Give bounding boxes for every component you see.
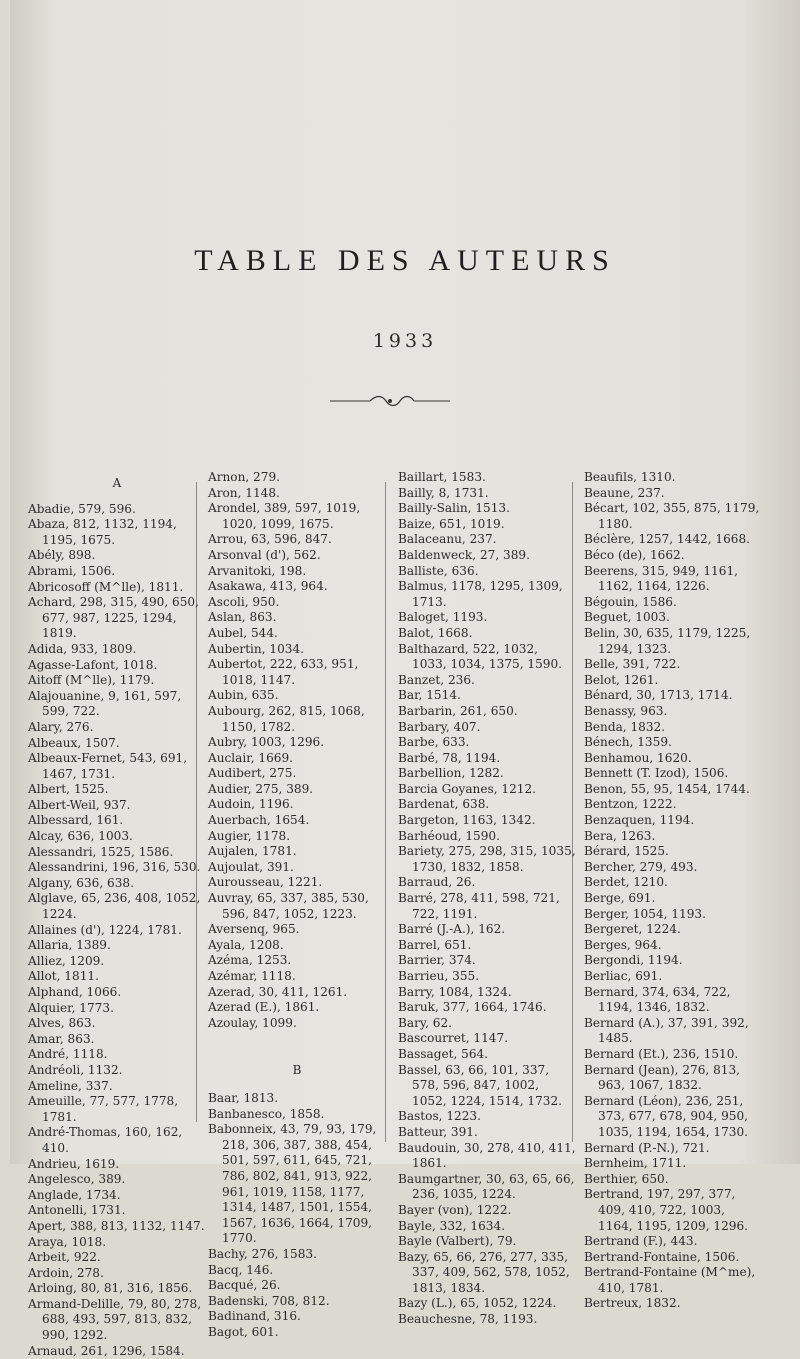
author-entry: Badinand, 316. bbox=[208, 1309, 301, 1324]
author-entry: Baudouin, 30, 278, 410, 411, 1861. bbox=[398, 1140, 576, 1171]
author-entry: Bénard, 30, 1713, 1714. bbox=[584, 688, 733, 703]
author-entry: Bécart, 102, 355, 875, 1179, 1180. bbox=[584, 501, 760, 531]
author-entry: Bera, 1263. bbox=[584, 828, 656, 843]
author-entry: Baloget, 1193. bbox=[398, 610, 488, 625]
author-entry: Bassel, 63, 66, 101, 337, 578, 596, 847, 1002, 1052, 1224, 1514, 1732. bbox=[398, 1062, 563, 1108]
author-entry: Barrieu, 355. bbox=[398, 969, 480, 983]
author-entry: Barbarin, 261, 650. bbox=[398, 703, 518, 718]
author-entry: Abaza, 812, 1132, 1194, 1195, 1675. bbox=[28, 517, 177, 547]
author-entry: Azerad (E.), 1861. bbox=[208, 1000, 320, 1015]
author-entry: André, 1118. bbox=[28, 1047, 108, 1062]
author-entry: Bertrand-Fontaine, 1506. bbox=[584, 1249, 740, 1264]
author-entry: Bergondi, 1194. bbox=[584, 953, 683, 968]
author-entry: Azémar, 1118. bbox=[208, 969, 296, 983]
author-entry: Babonneix, 43, 79, 93, 179, 218, 306, 387, 388, 454, 501, 597, 611, 645, 721, 786, 802, 841, 913, 922, 961, 1019, 1158, 1177, 1314, 1487, 1501, 1554, 1567, 1636, 1664, 1709, 1770. bbox=[208, 1122, 377, 1246]
author-entry: Audier, 275, 389. bbox=[208, 781, 314, 796]
author-entry: Barcia Goyanes, 1212. bbox=[398, 781, 537, 796]
author-entry: Aubel, 544. bbox=[208, 625, 278, 640]
author-entry: Anglade, 1734. bbox=[28, 1187, 121, 1202]
page-title: TABLE DES AUTEURS bbox=[194, 244, 616, 277]
author-entry: Aitoff (M^lle), 1179. bbox=[28, 673, 155, 688]
section-letter: A bbox=[112, 476, 122, 490]
author-entry: Bernard, 374, 634, 722, 1194, 1346, 1832. bbox=[584, 984, 731, 1015]
author-entry: Berger, 1054, 1193. bbox=[584, 906, 706, 921]
author-entry: Abricosoff (M^lle), 1811. bbox=[28, 579, 184, 594]
author-entry: Albert-Weil, 937. bbox=[28, 797, 131, 812]
author-entry: Albessard, 161. bbox=[28, 813, 124, 828]
author-entry: Bargeton, 1163, 1342. bbox=[398, 813, 536, 828]
author-entry: Berthier, 650. bbox=[584, 1171, 669, 1186]
author-entry: Batteur, 391. bbox=[398, 1124, 478, 1139]
author-entry: Benzaquen, 1194. bbox=[584, 813, 695, 828]
author-entry: Berges, 964. bbox=[584, 937, 662, 952]
author-entry: Abély, 898. bbox=[28, 548, 96, 563]
author-entry: Bariety, 275, 298, 315, 1035, 1730, 1832, 1858. bbox=[398, 844, 576, 874]
author-entry: Balthazard, 522, 1032, 1033, 1034, 1375, 1590. bbox=[398, 641, 563, 672]
author-entry: Berge, 691. bbox=[584, 891, 656, 906]
author-entry: Alliez, 1209. bbox=[28, 953, 105, 968]
author-entry: Aujalen, 1781. bbox=[208, 844, 297, 859]
index-column-4 bbox=[584, 470, 762, 1312]
author-entry: Adida, 933, 1809. bbox=[28, 641, 137, 656]
author-entry: Bacqué, 26. bbox=[208, 1278, 281, 1293]
author-entry: Auvray, 65, 337, 385, 530, 596, 847, 1052, 1223. bbox=[208, 891, 369, 921]
author-entry: Baillart, 1583. bbox=[398, 470, 486, 484]
author-entry: Barbe, 633. bbox=[398, 735, 470, 750]
author-entry: Azerad, 30, 411, 1261. bbox=[208, 984, 348, 999]
author-entry: Belin, 30, 635, 1179, 1225, 1294, 1323. bbox=[584, 625, 751, 656]
author-entry: Arbeit, 922. bbox=[28, 1250, 101, 1265]
author-entry: Bayle, 332, 1634. bbox=[398, 1218, 506, 1233]
author-entry: Albeaux, 1507. bbox=[28, 735, 120, 750]
author-entry: Bayer (von), 1222. bbox=[398, 1202, 512, 1217]
author-entry: Bailly, 8, 1731. bbox=[398, 485, 489, 500]
author-entry: Apert, 388, 813, 1132, 1147. bbox=[28, 1218, 205, 1233]
author-entry: Bagot, 601. bbox=[208, 1324, 279, 1339]
author-entry: Bernard (Jean), 276, 813, 963, 1067, 1832. bbox=[584, 1062, 741, 1093]
author-entry: Alajouanine, 9, 161, 597, 599, 722. bbox=[28, 688, 182, 719]
author-entry: Bacq, 146. bbox=[208, 1262, 274, 1277]
ornament-divider-icon bbox=[330, 394, 450, 408]
author-entry: Amar, 863. bbox=[28, 1031, 95, 1046]
index-column-3 bbox=[398, 470, 576, 1328]
author-entry: Bastos, 1223. bbox=[398, 1109, 481, 1124]
author-entry: Auclair, 1669. bbox=[208, 750, 294, 765]
author-entry: Aurousseau, 1221. bbox=[208, 875, 323, 890]
author-entry: Bertrand, 197, 297, 377, 409, 410, 722, 1003, 1164, 1195, 1209, 1296. bbox=[584, 1187, 749, 1233]
author-entry: Baumgartner, 30, 63, 65, 66, 236, 1035, 1224. bbox=[398, 1171, 575, 1202]
author-entry: Beerens, 315, 949, 1161, 1162, 1164, 1226. bbox=[584, 563, 738, 594]
author-entry: Balot, 1668. bbox=[398, 625, 473, 640]
author-entry: Arsonval (d'), 562. bbox=[208, 547, 321, 562]
author-entry: Alessandri, 1525, 1586. bbox=[28, 844, 174, 859]
author-entry: Arnon, 279. bbox=[208, 470, 280, 484]
author-entry: Armand-Delille, 79, 80, 278, 688, 493, 597, 813, 832, 990, 1292. bbox=[28, 1296, 202, 1343]
author-entry: Alves, 863. bbox=[28, 1016, 96, 1031]
author-entry: Balmus, 1178, 1295, 1309, 1713. bbox=[398, 579, 563, 609]
author-entry: Baar, 1813. bbox=[208, 1090, 279, 1105]
author-entry: Alessandrini, 196, 316, 530. bbox=[28, 860, 201, 875]
author-entry: Audibert, 275. bbox=[208, 766, 297, 781]
author-entry: Barry, 1084, 1324. bbox=[398, 984, 512, 999]
author-entry: Bachy, 276, 1583. bbox=[208, 1246, 317, 1261]
author-entry: Bailly-Salin, 1513. bbox=[398, 501, 510, 516]
author-entry: Bernard (P.-N.), 721. bbox=[584, 1140, 710, 1155]
author-entry: Bernard (Léon), 236, 251, 373, 677, 678, 904, 950, 1035, 1194, 1654, 1730. bbox=[584, 1093, 749, 1139]
author-entry: Barrier, 374. bbox=[398, 953, 476, 968]
author-entry: Bernard (Et.), 236, 1510. bbox=[584, 1046, 739, 1061]
author-entry: Azoulay, 1099. bbox=[208, 1015, 297, 1030]
author-entry: Benda, 1832. bbox=[584, 719, 666, 734]
author-entry: Angelesco, 389. bbox=[28, 1172, 126, 1187]
author-entry: Bergeret, 1224. bbox=[584, 922, 681, 937]
author-entry: Belot, 1261. bbox=[584, 672, 659, 687]
author-entry: Aubertot, 222, 633, 951, 1018, 1147. bbox=[208, 657, 359, 687]
author-entry: Aversenq, 965. bbox=[208, 922, 300, 937]
author-entry: Andrieu, 1619. bbox=[28, 1156, 120, 1171]
author-entry: Badenski, 708, 812. bbox=[208, 1293, 330, 1308]
author-entry: Barré, 278, 411, 598, 721, 722, 1191. bbox=[398, 891, 560, 921]
author-entry: Barré (J.-A.), 162. bbox=[398, 922, 506, 937]
author-entry: Agasse-Lafont, 1018. bbox=[28, 657, 158, 672]
author-entry: Aron, 1148. bbox=[208, 485, 280, 500]
author-entry: Aubin, 635. bbox=[208, 688, 279, 703]
author-entry: Asakawa, 413, 964. bbox=[208, 579, 328, 594]
author-entry: Beaufils, 1310. bbox=[584, 470, 676, 484]
author-entry: Bernheim, 1711. bbox=[584, 1156, 687, 1171]
author-entry: Ameline, 337. bbox=[28, 1078, 113, 1093]
author-entry: Baruk, 377, 1664, 1746. bbox=[398, 1000, 547, 1015]
author-entry: Abrami, 1506. bbox=[28, 563, 116, 578]
author-entry: Aubertin, 1034. bbox=[208, 641, 305, 656]
author-entry: Arrou, 63, 596, 847. bbox=[208, 532, 332, 547]
author-entry: André-Thomas, 160, 162, 410. bbox=[28, 1125, 183, 1155]
author-entry: Beauchesne, 78, 1193. bbox=[398, 1312, 538, 1327]
author-entry: Aujoulat, 391. bbox=[208, 859, 294, 874]
author-entry: Barbé, 78, 1194. bbox=[398, 750, 501, 765]
author-entry: Antonelli, 1731. bbox=[28, 1203, 126, 1218]
author-entry: Bentzon, 1222. bbox=[584, 797, 677, 812]
author-entry: Audoin, 1196. bbox=[208, 797, 294, 812]
author-entry: Balaceanu, 237. bbox=[398, 532, 497, 547]
author-entry: Alphand, 1066. bbox=[28, 985, 122, 999]
author-entry: Beguet, 1003. bbox=[584, 610, 670, 625]
author-entry: Alary, 276. bbox=[28, 719, 94, 734]
author-entry: Bassaget, 564. bbox=[398, 1046, 489, 1061]
index-column-2 bbox=[208, 470, 386, 1340]
index-column-1 bbox=[28, 470, 206, 1359]
author-entry: Bayle (Valbert), 79. bbox=[398, 1234, 517, 1249]
author-entry: Barbellion, 1282. bbox=[398, 766, 504, 781]
author-entry: Ardoin, 278. bbox=[28, 1265, 104, 1280]
author-entry: Alquier, 1773. bbox=[28, 1000, 114, 1015]
author-entry: Aubourg, 262, 815, 1068, 1150, 1782. bbox=[208, 703, 365, 734]
author-entry: Ameuille, 77, 577, 1778, 1781. bbox=[28, 1094, 179, 1124]
author-entry: Aslan, 863. bbox=[208, 610, 277, 625]
author-entry: Bertreux, 1832. bbox=[584, 1296, 681, 1311]
author-entry: Béco (de), 1662. bbox=[584, 547, 685, 562]
author-entry: Baize, 651, 1019. bbox=[398, 516, 505, 531]
author-entry: Banzet, 236. bbox=[398, 672, 475, 687]
author-entry: Beaune, 237. bbox=[584, 485, 665, 500]
author-entry: Bazy (L.), 65, 1052, 1224. bbox=[398, 1296, 557, 1311]
section-letter: B bbox=[292, 1063, 302, 1078]
author-entry: Benhamou, 1620. bbox=[584, 750, 692, 765]
author-entry: Arvanitoki, 198. bbox=[208, 563, 307, 578]
author-entry: Algany, 636, 638. bbox=[28, 875, 134, 890]
author-entry: Albert, 1525. bbox=[28, 782, 109, 797]
author-entry: Abadie, 579, 596. bbox=[28, 501, 136, 516]
author-entry: Bénech, 1359. bbox=[584, 735, 672, 750]
author-entry: Bernard (A.), 37, 391, 392, 1485. bbox=[584, 1015, 749, 1046]
author-entry: Arondel, 389, 597, 1019, 1020, 1099, 1675. bbox=[208, 501, 361, 531]
author-entry: Alcay, 636, 1003. bbox=[28, 829, 133, 844]
author-entry: Augier, 1178. bbox=[208, 828, 291, 843]
author-entry: Barrel, 651. bbox=[398, 937, 472, 952]
author-entry: Arnaud, 261, 1296, 1584. bbox=[28, 1343, 185, 1358]
author-entry: Bégouin, 1586. bbox=[584, 594, 677, 609]
author-entry: Berliac, 691. bbox=[584, 969, 663, 983]
author-entry: Bérard, 1525. bbox=[584, 844, 669, 859]
author-entry: Allaines (d'), 1224, 1781. bbox=[28, 922, 182, 937]
author-entry: Baldenweck, 27, 389. bbox=[398, 547, 530, 562]
author-entry: Banbanesco, 1858. bbox=[208, 1106, 325, 1121]
author-entry: Auerbach, 1654. bbox=[208, 813, 310, 828]
author-entry: Allaria, 1389. bbox=[28, 938, 111, 953]
author-entry: Aubry, 1003, 1296. bbox=[208, 735, 325, 750]
author-entry: Bar, 1514. bbox=[398, 688, 461, 703]
author-entry: Barhéoud, 1590. bbox=[398, 828, 500, 843]
author-entry: Bertrand-Fontaine (M^me), 410, 1781. bbox=[584, 1265, 756, 1295]
author-entry: Berdet, 1210. bbox=[584, 875, 668, 890]
author-entry: Benassy, 963. bbox=[584, 703, 668, 718]
author-entry: Allot, 1811. bbox=[28, 969, 99, 984]
author-entry: Barraud, 26. bbox=[398, 875, 476, 890]
author-entry: Balliste, 636. bbox=[398, 563, 479, 578]
author-entry: Bennett (T. Izod), 1506. bbox=[584, 766, 729, 781]
author-entry: Ascoli, 950. bbox=[208, 594, 280, 609]
author-entry: Alglave, 65, 236, 408, 1052, 1224. bbox=[28, 891, 201, 922]
author-entry: Albeaux-Fernet, 543, 691, 1467, 1731. bbox=[28, 751, 188, 781]
author-entry: Bardenat, 638. bbox=[398, 797, 490, 812]
author-entry: Ayala, 1208. bbox=[208, 937, 284, 952]
author-entry: Barbary, 407. bbox=[398, 719, 481, 734]
author-entry: Bascourret, 1147. bbox=[398, 1031, 509, 1046]
author-entry: Arloing, 80, 81, 316, 1856. bbox=[28, 1281, 193, 1296]
author-entry: Belle, 391, 722. bbox=[584, 657, 681, 672]
author-entry: Benon, 55, 95, 1454, 1744. bbox=[584, 781, 750, 796]
author-entry: Bary, 62. bbox=[398, 1015, 453, 1030]
year-heading: 1933 bbox=[372, 330, 438, 352]
author-entry: Araya, 1018. bbox=[28, 1234, 107, 1249]
author-entry: Azéma, 1253. bbox=[208, 953, 292, 968]
author-entry: Achard, 298, 315, 490, 650, 677, 987, 1225, 1294, 1819. bbox=[28, 595, 199, 641]
author-entry: Béclère, 1257, 1442, 1668. bbox=[584, 532, 751, 547]
author-entry: Bazy, 65, 66, 276, 277, 335, 337, 409, 562, 578, 1052, 1813, 1834. bbox=[398, 1249, 570, 1295]
author-entry: Andréoli, 1132. bbox=[28, 1062, 123, 1077]
author-entry: Bertrand (F.), 443. bbox=[584, 1234, 698, 1249]
author-entry: Bercher, 279, 493. bbox=[584, 859, 698, 874]
